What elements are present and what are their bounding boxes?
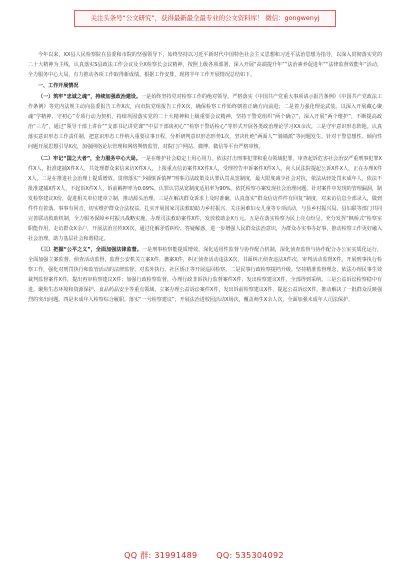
qq-group-text: QQ 群: 31991489 — [124, 551, 198, 560]
intro-paragraph: 今年以来，XX县人民检察院在县委和市院的坚强领导下，始终坚持以习近平新时代中国特色社会主义思想和习近平法治思想为指导，以深入贯彻落实党的二十大精神为主线，认真落实S县政法工作会议及全X检察长会议精神，按照上级各项部署，深入开展“高端提升年”“法治素养促进年”“法律监督效能年”活动，全力服务中心大局，有力推动各项工作取得新成绩。根据工作安排，现将半年工作开展情况总结如下。 — [28, 52, 382, 78]
subsection-1-title: （一）筑牢“忠诚之魂”，持续加强政治建设。 — [38, 94, 142, 101]
qq-text: QQ: 535304092 — [216, 551, 284, 560]
subsection-2-body: 一是在维护社会稳定上用心用力。依法打击刑事犯罪和重点领域犯罪，审查起诉危害社会治安严重刑事犯罪X件X人，批准逮捕X件X人，共处理群众来信来访X件X人，上报重点信访案件XX件X人，受理控告申诉案件X件X人。向人民法院提起公诉X件X人，正在办理X件X人。二是在推进社会治理上提质增效。贯彻落实“少捕慎诉慎押”刑事司法政策及认罪认罚从宽制度，最大限度减少社会对抗，依法从轻处罚未成年人，依法不批准逮捕X件X人，不起诉X件X人，诉前羁押率为0.09%。认罪认罚从宽制度适用率为90%。依托检察办案发现社会治理问题，针对案件中发现的管理漏洞，制发检察建议X份，促进相关单位建章立制，推动源头治理。三是在解决群众诉求上及时准确。认真落实“群众信访件件有回复”制度，对来访信息全部录入，做到件件有着落、事事有回音，切实维护群众合法权益。扎实开展国家司法救助助力乡村振兴、关注困难妇女儿童等专项活动，与县乡村振兴局、县妇联等部门共同完善联动救助机制，全力服务保障乡村振兴战略实施，办理司法救助案件X件，发放救助金X万元。五是在落实检察为民上亮点纷呈。充分发挥“枫桥式”检察室职能作用，走访群众X余户，开展法治宣传XX次，通过化解矛盾纠纷、答疑解惑，进一步增强人民群众法治意识，为群众办实事办好事，推动检察工作更好融入社会治理，助力基层社会和谐稳定。 — [28, 155, 382, 242]
document-body — [28, 50, 382, 306]
promo-banner: 关注头条号“公文研究”，获得最新最全最专业的公文资料库！ 微信：gongwenyj — [74, 10, 336, 27]
subsection-2-title: （二）牢记“国之大者”，全力服务中心大局。 — [38, 155, 141, 162]
contact-footer — [0, 550, 408, 561]
subsection-3-body: 一是刑事检察能提质增效。深化适用性监督与协作配合机制，深化侦查监督与协作配合办公室实质化运行，全面加强立案监督、侦查活动监督，监督公安机关立案X件，撤案X件，纠正侦查活动违法X次，书面纠正侦查违法X件次，审判活动监督X件。开展刑事执行检察工作，强化对刑罚执行和监管活动的法律监督，对监外执行、社区矫正等开展巡回检察。二是民事行政检察提档升级。坚持精准监督理念，依法办理民事生效裁判监督案件X件，提出再审检察建议X件；加强行政检察监督，办理行政非诉执行监督案件X件，发出检察建议X件，全部得到采纳。三是公益诉讼检察稳中有进。聚焦生态环境和资源保护、食品药品安全等重点领域，立案办理公益诉讼案件X件，发出诉前检察建议X件，提起公益诉讼X件，推动解决了一批群众反映强烈的突出问题。四是未成年人检察综合履职。落实“一号检察建议”，开展法治进校园活动X场次，覆盖师生X余人次，全面加强未成年人司法保护。 — [28, 246, 383, 303]
subsection-2 — [28, 154, 382, 244]
section-heading: 一、工作开展情况 — [38, 83, 79, 90]
subsection-1-body: 一是始终坚持党对检察工作的绝对领导。严格落实《中国共产党重大事项请示报告条例》《中国共产党政法工作条例》等党内法规主动向县委报告工作X次，向市院党组报告工作X次，确保检察工作始终朝着正确方向前进；二是着力强化理论武装。以深入开展藏心聚魂“学精神、守初心”专项行动为契机，持续巩固落实党的二十大精神和上级重要会议精神，坚持干警党组织“两个确立”，深入开展“两个维护”，不断提高政治“三力”，通过“领导干部上讲台”“支部书记讲党课”“中层干部谈初心”“检察干警话检心”等形式开展各类政治理论学习XX余次。三是守牢意识形态阵地。认真落实意识形态工作责任制，把意识形态工作纳入重要议事日程，分析研判意识形态形势1次，坚决杜绝“两面人”“骑墙派”等问题发生。针对干警思想性、倾向性问题开展思想引导X次，加强网络论坛管理和网络舆情监管，对院门户网站、微博、微信等平台严格审核。 — [28, 94, 382, 151]
subsection-3 — [28, 245, 382, 305]
subsection-1 — [28, 92, 382, 152]
subsection-3-title: （三）把握“公平之义”，全面加强法律监督。 — [38, 246, 142, 253]
